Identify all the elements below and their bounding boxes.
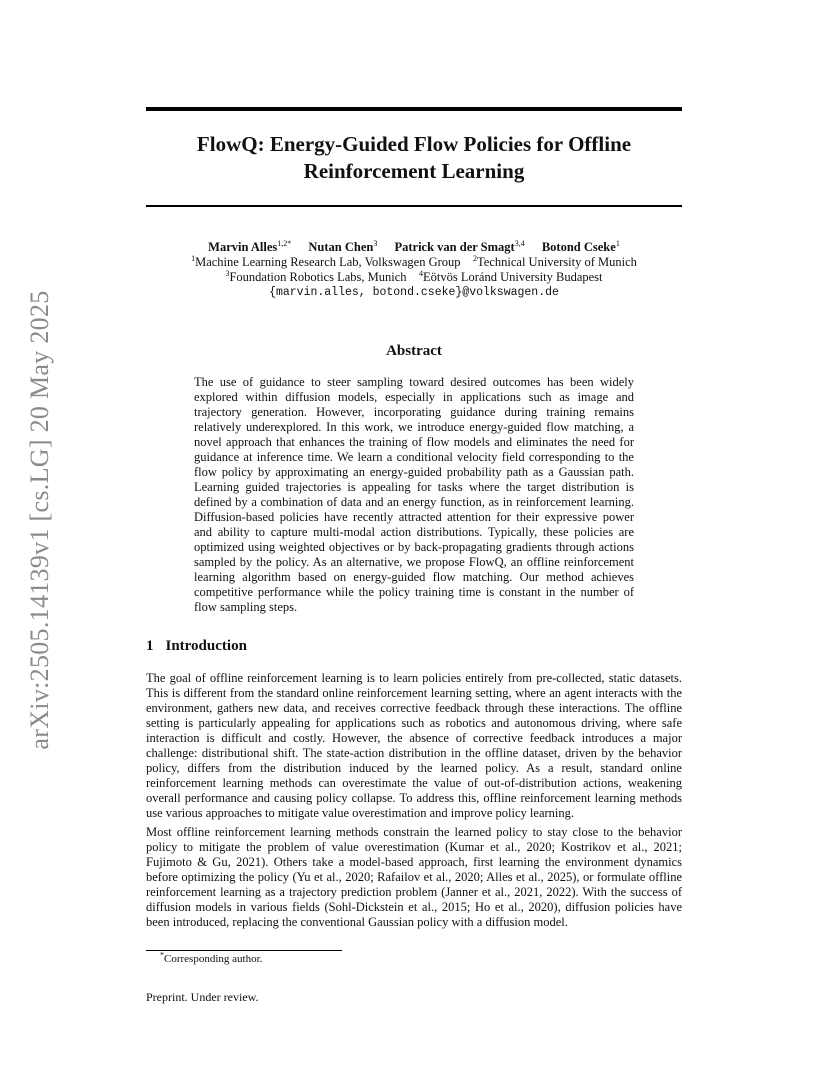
title-line-1: FlowQ: Energy-Guided Flow Policies for Offline xyxy=(196,132,632,156)
section-heading-introduction xyxy=(146,638,247,655)
section-title: Introduction xyxy=(165,638,247,654)
preprint-notice: Preprint. Under review. xyxy=(146,990,259,1004)
abstract-heading: Abstract xyxy=(386,343,442,359)
title-top-rule xyxy=(146,107,682,111)
author-email[interactable]: {marvin.alles, botond.cseke}@volkswagen.de xyxy=(269,286,559,299)
title-line-2: Reinforcement Learning xyxy=(303,159,525,183)
title-bottom-rule xyxy=(146,205,682,207)
author-1: Marvin Alles$^{1,2*}$ xyxy=(208,238,292,254)
intro-paragraph-1: The goal of offline reinforcement learning is to learn policies entirely from pre-collected, static datasets. This is different from the standard online reinforcement learning setting, where an agent interacts with the environment, gathers new data, and receives corrective feedback through these interactions. The offline setting is particularly appealing for applications such as robotics and autonomous driving, where safe interaction is difficult and costly. However, the absence of corrective feedback introduces a major challenge: distributional shift. The state-action distribution in the offline dataset, driven by the behavior policy, differs from the distribution induced by the learned policy. As a result, standard online reinforcement learning methods can overestimate the value of out-of-distribution actions, weakening overall performance and causing policy collapse. To address this, offline reinforcement learning methods use various approaches to mitigate value overestimation and improve policy learning. xyxy=(146,671,682,820)
section-number: 1 xyxy=(146,638,154,654)
author-4: Botond Cseke$^1$ xyxy=(541,238,620,254)
arxiv-identifier-stamp: arXiv:2505.14139v1 [cs.LG] 20 May 2025 xyxy=(25,290,54,750)
abstract-text: The use of guidance to steer sampling toward desired outcomes has been widely explored within diffusion models, especially in applications such as image and trajectory generation. However, incorporating guidance during training remains relatively underexplored. In this work, we introduce energy-guided flow matching, a novel approach that enhances the training of flow models and eliminates the need for guidance at inference time. We learn a conditional velocity field corresponding to the flow policy by approximating an energy-guided probability path as a Gaussian path. Learning guided trajectories is appealing for tasks where the target distribution is defined by a combination of data and an energy function, as in reinforcement learning. Diffusion-based policies have recently attracted attention for their expressive power and ability to capture multi-modal action distributions. Typically, these policies are optimized using weighted objectives or by back-propagating gradients through actions sampled by the policy. As an alternative, we propose FlowQ, an offline reinforcement learning algorithm based on energy-guided flow matching. Our method achieves competitive performance while the policy training time is constant in the number of flow sampling steps. xyxy=(194,375,634,614)
intro-paragraph-2: Most offline reinforcement learning methods constrain the learned policy to stay close to the behavior policy to mitigate the problem of value overestimation (Kumar et al., 2020; Kostrikov et al., 2021; Fujimoto & Gu, 2021). Others take a model-based approach, first learning the environment dynamics before optimizing the policy (Yu et al., 2020; Rafailov et al., 2020; Alles et al., 2025), or formulate offline reinforcement learning as a trajectory prediction problem (Janner et al., 2021, 2022). With the success of diffusion models in various fields (Sohl-Dickstein et al., 2015; Ho et al., 2020), diffusion policies have been introduced, replacing the conventional Gaussian policy with a diffusion model. xyxy=(146,825,682,929)
author-2: Nutan Chen$^3$ xyxy=(308,238,378,254)
affiliation-line-2: $^3$Foundation Robotics Labs, Munich $^4$Eötvös Loránd University Budapest xyxy=(225,268,603,284)
footnote: *Corresponding author. xyxy=(160,950,263,965)
affiliation-line-1: $^1$Machine Learning Research Lab, Volkswagen Group $^2$Technical University of Munich xyxy=(191,253,637,269)
author-3: Patrick van der Smagt$^{3,4}$ xyxy=(394,238,525,254)
author-block xyxy=(146,240,682,300)
paper-title xyxy=(146,131,682,185)
footnote-rule xyxy=(146,950,342,951)
author-names xyxy=(146,240,682,255)
